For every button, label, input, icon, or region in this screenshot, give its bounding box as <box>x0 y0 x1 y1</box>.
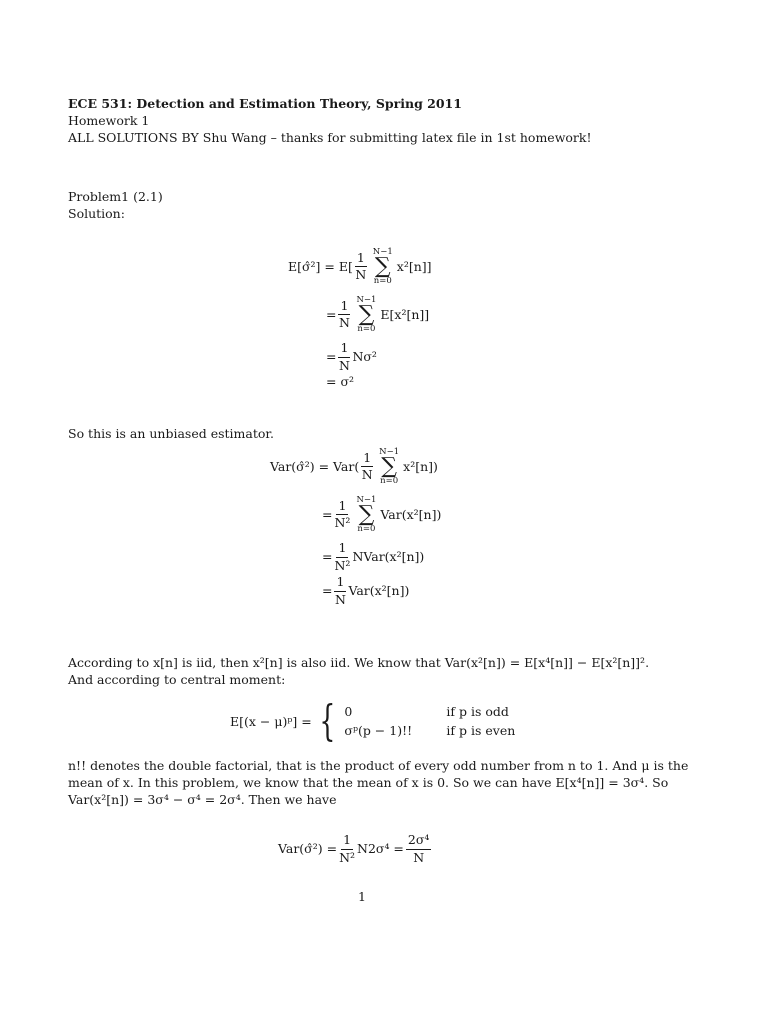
fraction: $\frac{1}{\text{N²}}$ <box>334 497 351 530</box>
case-condition: if p is even <box>446 723 516 738</box>
solution-label: Solution: <box>68 206 125 221</box>
eq-text: Var(σ̂²) = Var( <box>270 458 360 474</box>
eq-text: Nσ² <box>352 349 377 364</box>
fraction: $\frac{1}{N}$ <box>355 249 367 282</box>
fraction: $\frac{1}{\text{N²}}$ <box>339 832 356 865</box>
central-moment-equation <box>230 696 516 745</box>
paragraph-line-1: n!! denotes the double factorial, that is the product of every odd number from n to 1. And μ is the <box>68 758 689 773</box>
summation-symbol: N−1 ∑ n=0 <box>379 447 400 486</box>
eq-text: N2σ⁴ = <box>357 841 404 856</box>
variance-line-1 <box>270 448 438 485</box>
summation-symbol: N−1 ∑ n=0 <box>356 495 377 534</box>
eq-text: x²[n]) <box>403 458 438 474</box>
left-brace: { <box>319 696 336 745</box>
eq-text: = σ² <box>326 374 354 389</box>
eq-text: = <box>322 583 333 598</box>
eq-text: Var(x²[n]) <box>348 583 410 598</box>
expectation-line-1 <box>288 248 432 285</box>
case-condition: if p is odd <box>446 704 509 719</box>
homework-label: Homework 1 <box>68 113 150 128</box>
fraction: $\frac{1}{N}$ <box>361 449 373 482</box>
variance-line-4 <box>322 576 409 606</box>
page-number: 1 <box>358 889 366 904</box>
iid-line-2: And according to central moment: <box>68 672 286 687</box>
expectation-line-3 <box>326 342 377 372</box>
eq-text: E[(x − μ)ᵖ] = <box>230 713 312 729</box>
document-title: ECE 531: Detection and Estimation Theory, Spring 2011 <box>68 96 462 111</box>
summation-symbol: N−1 ∑ n=0 <box>372 247 393 286</box>
credits-line: ALL SOLUTIONS BY Shu Wang – thanks for submitting latex file in 1st homework! <box>68 130 592 145</box>
eq-text: E[x²[n]] <box>380 306 430 322</box>
variance-line-3 <box>322 542 424 572</box>
fraction: $\frac{1}{N}$ <box>334 574 346 607</box>
paragraph-line-3: Var(x²[n]) = 3σ⁴ − σ⁴ = 2σ⁴. Then we have <box>68 792 337 807</box>
iid-line-1: According to x[n] is iid, then x²[n] is also iid. We know that Var(x²[n]) = E[x⁴[n]] − E[x²[n]]². <box>68 655 650 670</box>
eq-text: x²[n]] <box>396 258 432 274</box>
expectation-line-2 <box>326 296 429 333</box>
eq-text: = <box>326 306 337 322</box>
fraction: $\frac{1}{\text{N²}}$ <box>334 540 351 573</box>
fraction: $\frac{1}{N}$ <box>338 297 350 330</box>
eq-text: = <box>322 506 333 522</box>
eq-text: Var(σ̂²) = <box>278 841 338 856</box>
variance-line-2 <box>322 496 441 533</box>
final-variance-equation <box>278 834 433 864</box>
eq-text: NVar(x²[n]) <box>352 549 425 564</box>
eq-text: = <box>322 549 333 564</box>
case-value: 0 <box>344 704 353 719</box>
fraction: $\frac{1}{N}$ <box>338 340 350 373</box>
expectation-line-4 <box>326 374 354 390</box>
piecewise-cases <box>344 704 515 738</box>
fraction: $\frac{\text{2σ⁴}}{N}$ <box>407 832 430 865</box>
eq-text: E[σ̂²] = E[ <box>288 258 353 274</box>
unbiased-statement: So this is an unbiased estimator. <box>68 426 274 441</box>
paragraph-line-2: mean of x. In this problem, we know that the mean of x is 0. So we can have E[x⁴[n]] = 3σ⁴. So <box>68 775 669 790</box>
eq-text: Var(x²[n]) <box>380 506 442 522</box>
case-value: σᵖ(p − 1)!! <box>344 723 413 738</box>
problem-label: Problem1 (2.1) <box>68 189 163 204</box>
eq-text: = <box>326 349 337 364</box>
summation-symbol: N−1 ∑ n=0 <box>356 295 377 334</box>
